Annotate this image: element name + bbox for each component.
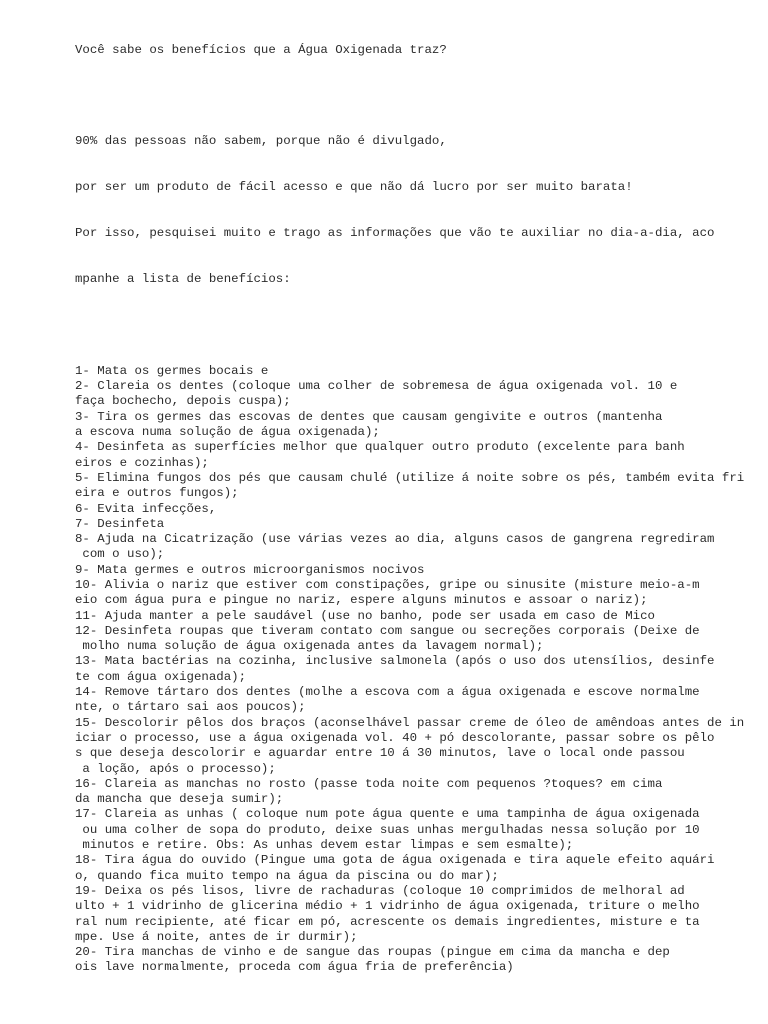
benefit-line: com o uso); <box>75 547 165 562</box>
benefit-line: minutos e retire. Obs: As unhas devem estar limpas e sem esmalte); <box>75 838 574 853</box>
benefit-line: 10- Alivia o nariz que estiver com constipações, gripe ou sinusite (misture meio-a-m <box>75 577 700 592</box>
benefit-line: 13- Mata bactérias na cozinha, inclusive salmonela (após o uso dos utensílios, desinfe <box>75 654 715 669</box>
benefit-line: a loção, após o processo); <box>75 761 276 776</box>
benefit-line: eiros e cozinhas); <box>75 455 209 470</box>
blank-line <box>75 318 765 333</box>
benefit-line: 7- Desinfeta <box>75 516 165 531</box>
benefit-line: iciar o processo, use a água oxigenada vol. 40 + pó descolorante, passar sobre os pêlo <box>75 730 715 745</box>
benefit-line: molho numa solução de água oxigenada antes da lavagem normal); <box>75 639 544 654</box>
benefit-line: nte, o tártaro sai aos poucos); <box>75 700 306 715</box>
benefit-line: eira e outros fungos); <box>75 486 239 501</box>
benefit-line: 20- Tira manchas de vinho e de sangue das roupas (pingue em cima da mancha e dep <box>75 945 670 960</box>
benefit-line: 5- Elimina fungos dos pés que causam chulé (utilize á noite sobre os pés, também evita fri <box>75 470 745 485</box>
benefit-line: eio com água pura e pingue no nariz, espere alguns minutos e assoar o nariz); <box>75 593 648 608</box>
benefit-line: 2- Clareia os dentes (coloque uma colher de sobremesa de água oxigenada vol. 10 e <box>75 379 678 394</box>
benefit-line: 3- Tira os germes das escovas de dentes que causam gengivite e outros (mantenha <box>75 409 663 424</box>
benefit-line: 19- Deixa os pés lisos, livre de rachaduras (coloque 10 comprimidos de melhoral ad <box>75 883 685 898</box>
benefit-line: ou uma colher de sopa do produto, deixe suas unhas mergulhadas nessa solução por 10 <box>75 822 700 837</box>
benefit-line: faça bochecho, depois cuspa); <box>75 394 291 409</box>
benefit-line: mpe. Use á noite, antes de ir durmir); <box>75 929 358 944</box>
benefit-line: ulto + 1 vidrinho de glicerina médio + 1 vidrinho de água oxigenada, triture o melho <box>75 899 700 914</box>
benefit-line: te com água oxigenada); <box>75 669 247 684</box>
benefit-line: a escova numa solução de água oxigenada); <box>75 425 380 440</box>
benefit-line: 9- Mata germes e outros microorganismos nocivos <box>75 562 425 577</box>
document-body <box>75 12 765 991</box>
benefit-line: o, quando fica muito tempo na água da piscina ou do mar); <box>75 868 499 883</box>
benefit-line: 6- Evita infecções, <box>75 501 217 516</box>
benefit-line: 8- Ajuda na Cicatrização (use várias vezes ao dia, alguns casos de gangrena regrediram <box>75 532 715 547</box>
benefit-line: 16- Clareia as manchas no rosto (passe toda noite com pequenos ?toques? em cima <box>75 776 663 791</box>
benefit-line: ois lave normalmente, proceda com água fria de preferência) <box>75 960 514 975</box>
blank-line <box>75 88 765 103</box>
benefit-line: 4- Desinfeta as superfícies melhor que qualquer outro produto (excelente para banh <box>75 440 685 455</box>
benefit-line: 17- Clareia as unhas ( coloque num pote água quente e uma tampinha de água oxigenada <box>75 807 700 822</box>
benefit-line: s que deseja descolorir e aguardar entre 10 á 30 minutos, lave o local onde passou <box>75 746 685 761</box>
benefit-line: 11- Ajuda manter a pele saudável (use no banho, pode ser usada em caso de Mico <box>75 608 655 623</box>
benefit-list <box>75 364 765 976</box>
benefit-line: 15- Descolorir pêlos dos braços (aconselhável passar creme de óleo de amêndoas antes de in <box>75 715 745 730</box>
intro-line: por ser um produto de fácil acesso e que não dá lucro por ser muito barata! <box>75 180 633 195</box>
document-title: Você sabe os benefícios que a Água Oxigenada traz? <box>75 42 447 57</box>
benefit-line: 1- Mata os germes bocais e <box>75 363 269 378</box>
benefit-line: da mancha que deseja sumir); <box>75 792 284 807</box>
benefit-line: 12- Desinfeta roupas que tiveram contato com sangue ou secreções corporais (Deixe de <box>75 623 700 638</box>
benefit-line: ral num recipiente, até ficar em pó, acrescente os demais ingredientes, misture e ta <box>75 914 700 929</box>
benefit-line: 14- Remove tártaro dos dentes (molhe a escova com a água oxigenada e escove normalme <box>75 685 700 700</box>
intro-line: Por isso, pesquisei muito e trago as informações que vão te auxiliar no dia-a-dia, aco <box>75 226 715 241</box>
intro-line: mpanhe a lista de benefícios: <box>75 272 291 287</box>
benefit-line: 18- Tira água do ouvido (Pingue uma gota de água oxigenada e tira aquele efeito aquári <box>75 853 715 868</box>
intro-line: 90% das pessoas não sabem, porque não é divulgado, <box>75 134 447 149</box>
